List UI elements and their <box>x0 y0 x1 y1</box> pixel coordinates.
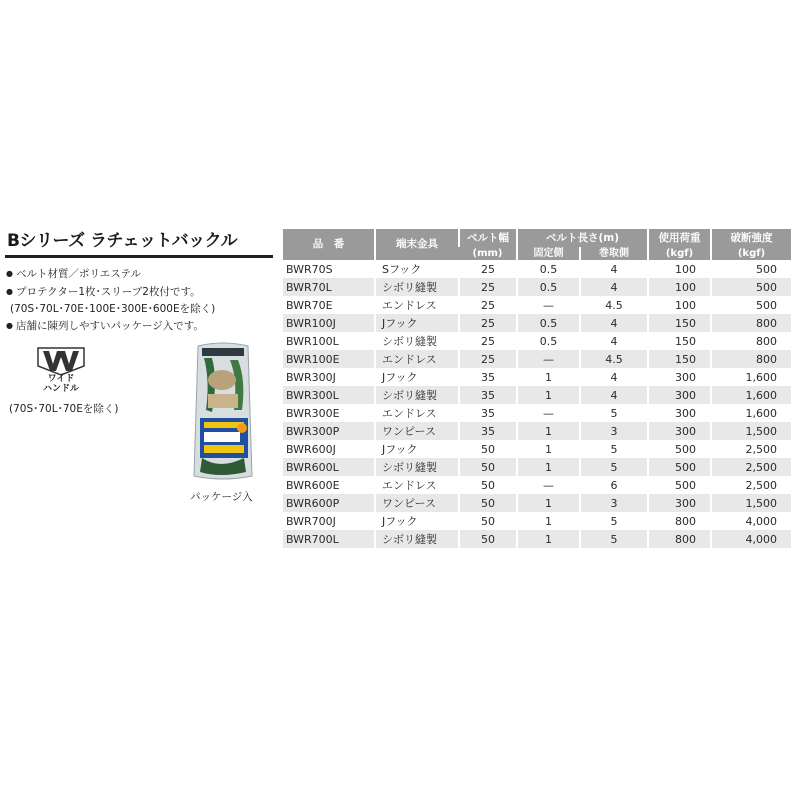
table-row <box>283 404 791 422</box>
header-model: 品 番 <box>283 229 375 260</box>
cell-breaking-strength: 1,600 <box>711 404 791 422</box>
cell-breaking-strength: 500 <box>711 296 791 314</box>
feature-list <box>6 266 276 335</box>
cell-model: BWR100L <box>283 332 375 350</box>
cell-model: BWR600L <box>283 458 375 476</box>
cell-terminal: エンドレス <box>375 350 459 368</box>
cell-terminal: Jフック <box>375 314 459 332</box>
cell-fixed-side: — <box>517 476 580 494</box>
cell-working-load: 300 <box>648 368 711 386</box>
cell-belt-width: 35 <box>459 368 517 386</box>
wide-handle-note: (70S･70L･70Eを除く) <box>9 403 119 415</box>
cell-fixed-side: 0.5 <box>517 278 580 296</box>
header-breaking-strength: 破断強度 <box>711 229 791 247</box>
cell-model: BWR700L <box>283 530 375 548</box>
cell-winding-side: 4 <box>580 386 648 404</box>
table-row <box>283 278 791 296</box>
cell-fixed-side: 0.5 <box>517 332 580 350</box>
cell-terminal: エンドレス <box>375 476 459 494</box>
cell-winding-side: 3 <box>580 494 648 512</box>
header-working-load: 使用荷重 <box>648 229 711 247</box>
cell-breaking-strength: 2,500 <box>711 476 791 494</box>
cell-belt-width: 50 <box>459 440 517 458</box>
cell-fixed-side: 1 <box>517 512 580 530</box>
title-block <box>5 226 273 258</box>
feature-package: ● 店舗に陳列しやすいパッケージ入です。 <box>6 318 276 336</box>
cell-model: BWR600E <box>283 476 375 494</box>
table-row <box>283 440 791 458</box>
cell-fixed-side: 1 <box>517 422 580 440</box>
w-shield-icon <box>36 346 86 376</box>
cell-winding-side: 4 <box>580 278 648 296</box>
spec-table <box>283 229 791 548</box>
cell-belt-width: 25 <box>459 260 517 278</box>
cell-breaking-strength: 1,600 <box>711 386 791 404</box>
cell-winding-side: 6 <box>580 476 648 494</box>
cell-working-load: 150 <box>648 314 711 332</box>
cell-fixed-side: 1 <box>517 494 580 512</box>
cell-model: BWR300L <box>283 386 375 404</box>
cell-belt-width: 50 <box>459 512 517 530</box>
cell-belt-width: 25 <box>459 350 517 368</box>
header-belt-width-unit: (mm) <box>459 247 517 260</box>
cell-winding-side: 4 <box>580 368 648 386</box>
cell-terminal: ワンピース <box>375 422 459 440</box>
cell-belt-width: 35 <box>459 422 517 440</box>
cell-fixed-side: 0.5 <box>517 314 580 332</box>
cell-terminal: エンドレス <box>375 404 459 422</box>
table-row <box>283 512 791 530</box>
header-belt-length: ベルト長さ(m) <box>517 229 648 247</box>
cell-winding-side: 4 <box>580 314 648 332</box>
cell-model: BWR70L <box>283 278 375 296</box>
cell-working-load: 800 <box>648 512 711 530</box>
package-caption: パッケージ入 <box>190 491 253 503</box>
table-row <box>283 458 791 476</box>
cell-breaking-strength: 4,000 <box>711 512 791 530</box>
table-row <box>283 350 791 368</box>
cell-breaking-strength: 500 <box>711 278 791 296</box>
cell-fixed-side: 1 <box>517 458 580 476</box>
cell-working-load: 300 <box>648 386 711 404</box>
wide-handle-icon <box>36 346 86 398</box>
header-breaking-strength-unit: (kgf) <box>711 247 791 260</box>
feature-material: ● ベルト材質／ポリエステル <box>6 266 276 284</box>
cell-model: BWR70S <box>283 260 375 278</box>
cell-breaking-strength: 800 <box>711 332 791 350</box>
cell-winding-side: 4.5 <box>580 350 648 368</box>
cell-terminal: ワンピース <box>375 494 459 512</box>
table-row <box>283 494 791 512</box>
cell-fixed-side: 0.5 <box>517 260 580 278</box>
spec-table-body <box>283 260 791 548</box>
cell-terminal: Sフック <box>375 260 459 278</box>
cell-breaking-strength: 2,500 <box>711 440 791 458</box>
cell-belt-width: 25 <box>459 296 517 314</box>
cell-working-load: 800 <box>648 530 711 548</box>
title-underline <box>5 255 273 258</box>
header-winding-side: 巻取側 <box>580 247 648 260</box>
page-title: Bシリーズ ラチェットバックル <box>7 231 238 251</box>
header-working-load-unit: (kgf) <box>648 247 711 260</box>
wide-handle-label-line1: ワイド <box>47 374 75 384</box>
cell-breaking-strength: 4,000 <box>711 530 791 548</box>
cell-terminal: シボリ縫製 <box>375 278 459 296</box>
table-row <box>283 476 791 494</box>
cell-breaking-strength: 1,500 <box>711 422 791 440</box>
table-row <box>283 422 791 440</box>
wide-handle-label-line2: ハンドル <box>42 384 79 394</box>
cell-working-load: 500 <box>648 476 711 494</box>
cell-terminal: シボリ縫製 <box>375 332 459 350</box>
package-image <box>190 340 256 482</box>
cell-model: BWR300J <box>283 368 375 386</box>
table-row <box>283 332 791 350</box>
cell-terminal: Jフック <box>375 368 459 386</box>
cell-model: BWR300E <box>283 404 375 422</box>
table-row <box>283 296 791 314</box>
cell-working-load: 150 <box>648 332 711 350</box>
cell-winding-side: 4.5 <box>580 296 648 314</box>
cell-model: BWR300P <box>283 422 375 440</box>
cell-model: BWR100J <box>283 314 375 332</box>
cell-breaking-strength: 1,600 <box>711 368 791 386</box>
spec-table-header <box>283 229 791 260</box>
cell-terminal: エンドレス <box>375 296 459 314</box>
cell-belt-width: 25 <box>459 314 517 332</box>
table-row <box>283 260 791 278</box>
cell-fixed-side: — <box>517 296 580 314</box>
cell-belt-width: 50 <box>459 530 517 548</box>
cell-breaking-strength: 500 <box>711 260 791 278</box>
cell-belt-width: 50 <box>459 494 517 512</box>
feature-protector: ● プロテクター1枚･スリーブ2枚付です。 <box>6 284 276 302</box>
wide-handle-label <box>36 374 86 398</box>
header-terminal: 端末金具 <box>375 229 459 260</box>
cell-working-load: 500 <box>648 440 711 458</box>
cell-winding-side: 5 <box>580 512 648 530</box>
cell-model: BWR600P <box>283 494 375 512</box>
cell-working-load: 100 <box>648 278 711 296</box>
cell-working-load: 100 <box>648 260 711 278</box>
cell-belt-width: 50 <box>459 458 517 476</box>
header-belt-width: ベルト幅 <box>459 229 517 247</box>
cell-model: BWR600J <box>283 440 375 458</box>
cell-working-load: 500 <box>648 458 711 476</box>
cell-belt-width: 35 <box>459 404 517 422</box>
cell-belt-width: 25 <box>459 332 517 350</box>
cell-model: BWR100E <box>283 350 375 368</box>
table-row <box>283 386 791 404</box>
cell-belt-width: 50 <box>459 476 517 494</box>
table-row <box>283 368 791 386</box>
cell-winding-side: 5 <box>580 458 648 476</box>
cell-fixed-side: — <box>517 404 580 422</box>
cell-fixed-side: 1 <box>517 386 580 404</box>
feature-protector-note: (70S･70L･70E･100E･300E･600Eを除く) <box>10 303 216 315</box>
cell-belt-width: 35 <box>459 386 517 404</box>
cell-model: BWR700J <box>283 512 375 530</box>
cell-fixed-side: — <box>517 350 580 368</box>
cell-working-load: 150 <box>648 350 711 368</box>
cell-breaking-strength: 2,500 <box>711 458 791 476</box>
cell-belt-width: 25 <box>459 278 517 296</box>
cell-winding-side: 3 <box>580 422 648 440</box>
cell-winding-side: 4 <box>580 332 648 350</box>
cell-fixed-side: 1 <box>517 368 580 386</box>
cell-breaking-strength: 800 <box>711 350 791 368</box>
cell-working-load: 100 <box>648 296 711 314</box>
cell-breaking-strength: 1,500 <box>711 494 791 512</box>
table-row <box>283 530 791 548</box>
cell-breaking-strength: 800 <box>711 314 791 332</box>
cell-winding-side: 5 <box>580 404 648 422</box>
header-fixed-side: 固定側 <box>517 247 580 260</box>
cell-winding-side: 5 <box>580 440 648 458</box>
cell-winding-side: 4 <box>580 260 648 278</box>
cell-fixed-side: 1 <box>517 440 580 458</box>
cell-terminal: シボリ縫製 <box>375 386 459 404</box>
cell-terminal: シボリ縫製 <box>375 458 459 476</box>
table-row <box>283 314 791 332</box>
cell-terminal: Jフック <box>375 512 459 530</box>
cell-winding-side: 5 <box>580 530 648 548</box>
cell-working-load: 300 <box>648 494 711 512</box>
cell-working-load: 300 <box>648 422 711 440</box>
cell-model: BWR70E <box>283 296 375 314</box>
cell-fixed-side: 1 <box>517 530 580 548</box>
cell-terminal: シボリ縫製 <box>375 530 459 548</box>
cell-terminal: Jフック <box>375 440 459 458</box>
cell-working-load: 300 <box>648 404 711 422</box>
